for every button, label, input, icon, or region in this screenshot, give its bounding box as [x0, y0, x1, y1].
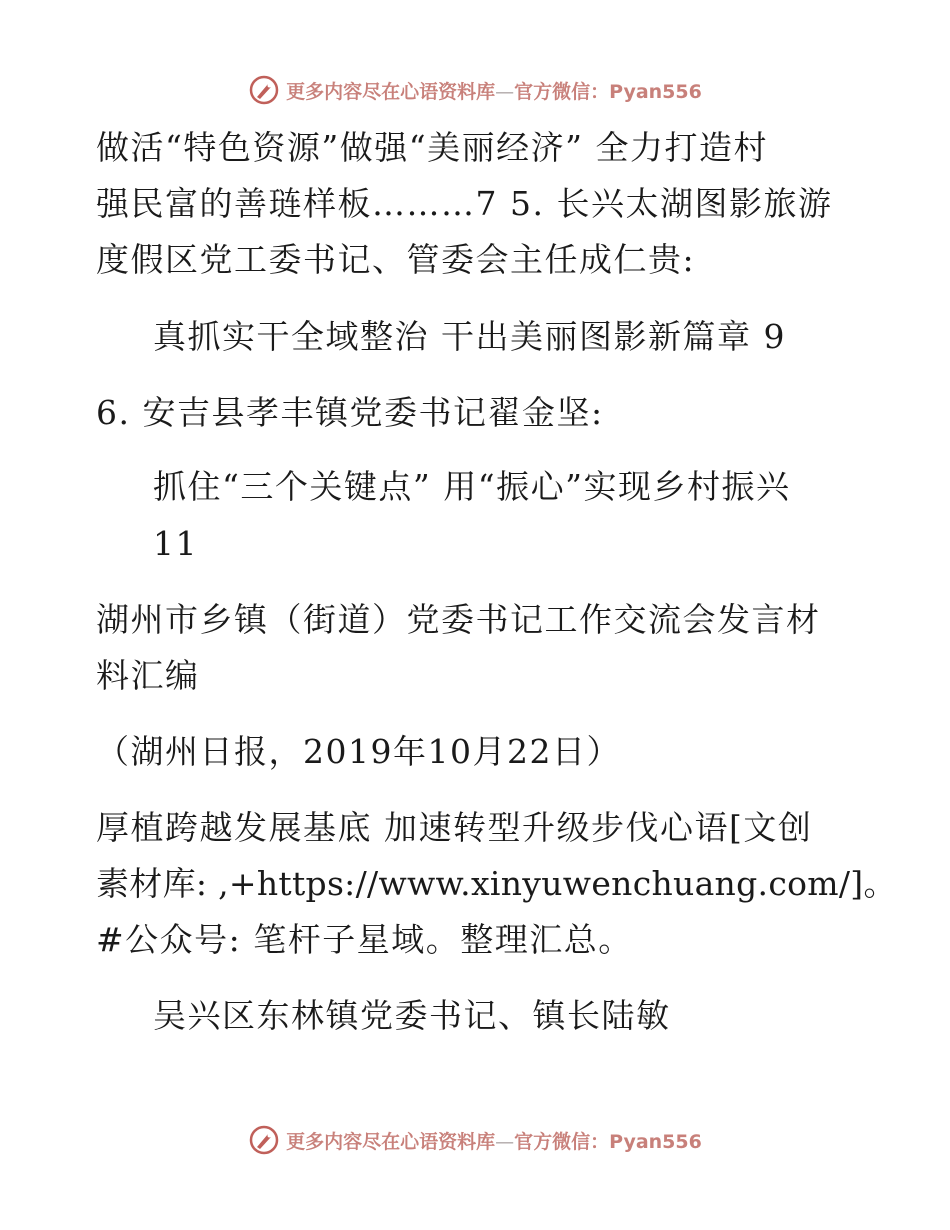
- header-watermark: [0, 70, 950, 110]
- text-line-11: 厚植跨越发展基底 加速转型升级步伐心语[文创: [96, 808, 813, 847]
- footer-watermark: [0, 1120, 950, 1160]
- pen-nib-circle-icon: [248, 74, 280, 106]
- watermark-text: 更多内容尽在心语资料库—官方微信：Pyan556: [286, 80, 702, 103]
- text-line-13: #公众号: 笔杆子星域。整理汇总。: [96, 920, 633, 959]
- text-line-9: 料汇编: [96, 656, 200, 695]
- text-line-14: 吴兴区东林镇党委书记、镇长陆敏: [153, 996, 671, 1035]
- text-line-5: 6. 安吉县孝丰镇党委书记翟金坚:: [96, 393, 604, 432]
- text-line-6: 抓住“三个关键点” 用“振心”实现乡村振兴: [153, 467, 791, 506]
- watermark-text: 更多内容尽在心语资料库—官方微信：Pyan556: [286, 1130, 702, 1153]
- text-line-1: 做活“特色资源”做强“美丽经济” 全力打造村: [96, 128, 768, 167]
- text-line-10: （湖州日报，2019年10月22日）: [96, 732, 621, 771]
- text-line-4: 真抓实干全域整治 干出美丽图影新篇章 9: [153, 317, 786, 356]
- text-line-3: 度假区党工委书记、管委会主任成仁贵:: [96, 240, 696, 279]
- text-line-12: 素材库: ,+https://www.xinyuwenchuang.com/]。: [96, 864, 897, 903]
- text-line-2: 强民富的善琏样板………7 5. 长兴太湖图影旅游: [96, 184, 833, 223]
- pen-nib-circle-icon: [248, 1124, 280, 1156]
- text-line-8: 湖州市乡镇（街道）党委书记工作交流会发言材: [96, 600, 821, 639]
- text-line-7: 11: [153, 524, 198, 563]
